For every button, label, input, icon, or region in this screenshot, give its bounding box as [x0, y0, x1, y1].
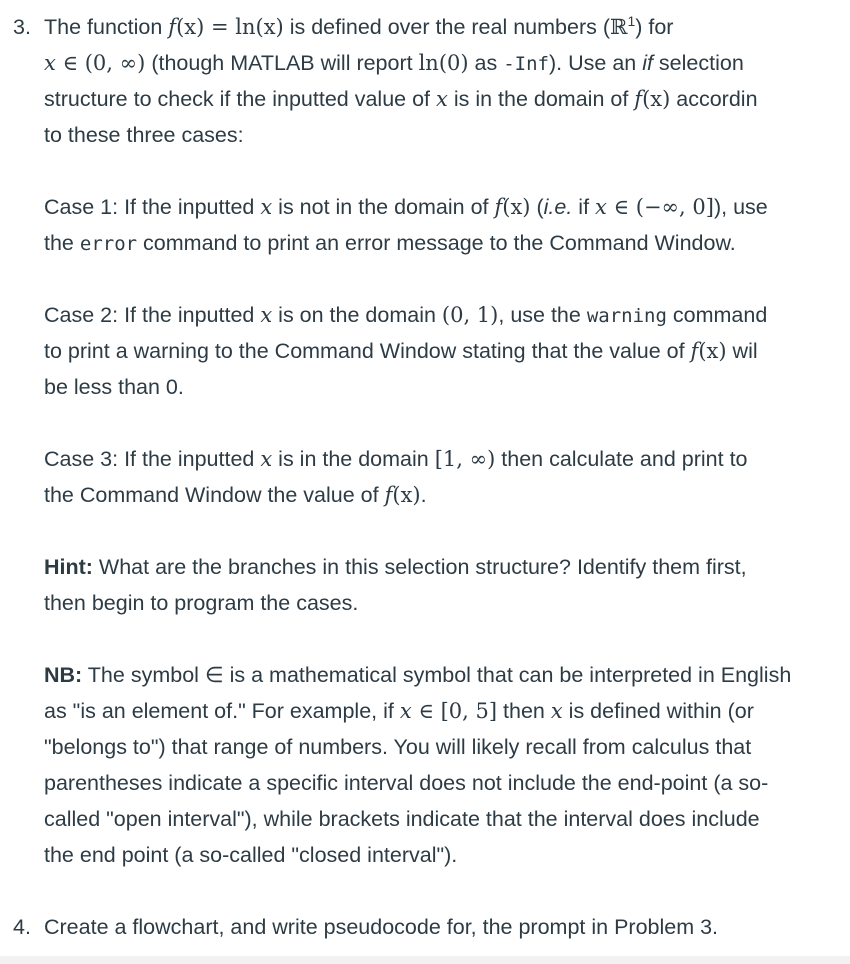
nb-line-3: "belongs to") that range of numbers. You will likely recall from calculus that: [44, 735, 752, 759]
problem-3-intro-line-3: structure to check if the inputted value of x is in the domain of f(x) accordin: [44, 87, 758, 111]
case-2-line-1: Case 2: If the inputted x is on the domain (0, 1), use the warning command: [44, 303, 768, 327]
problem-4-text: Create a flowchart, and write pseudocode for, the prompt in Problem 3.: [44, 915, 719, 939]
problem-3-intro-line-1: The function f(x) = ln(x) is defined over the real numbers (ℝ$^1$) for: [44, 13, 674, 39]
hint-line-2: then begin to program the cases.: [44, 591, 359, 615]
problem-3-intro-line-2: x ∈ (0, ∞) (though MATLAB will report ln(0) as -Inf). Use an if selection: [44, 51, 744, 75]
problem-4-number: 4.: [13, 915, 31, 939]
case-2-line-3: be less than 0.: [44, 375, 184, 399]
case-1-line-2: the error command to print an error message to the Command Window.: [44, 231, 736, 255]
problem-3-number: 3.: [13, 15, 31, 39]
problem-3-intro-line-4: to these three cases:: [44, 123, 244, 147]
nb-line-4: parentheses indicate a specific interval does not include the end-point (a so-: [44, 771, 769, 795]
hint-label: Hint:: [44, 555, 93, 579]
case-1-line-1: Case 1: If the inputted x is not in the domain of f(x) (i.e. if x ∈ (−∞, 0]), use: [44, 195, 768, 219]
nb-label: NB:: [44, 663, 83, 687]
bottom-divider: [0, 956, 850, 964]
case-2-line-2: to print a warning to the Command Window stating that the value of f(x) wil: [44, 339, 758, 363]
hint-line-1: Hint: What are the branches in this selection structure? Identify them first,: [44, 555, 747, 579]
nb-line-2: as "is an element of." For example, if x ∈ [0, 5] then x is defined within (or: [44, 699, 754, 723]
nb-line-1: NB: The symbol ∈ is a mathematical symbol that can be interpreted in English: [44, 663, 792, 687]
case-3-line-1: Case 3: If the inputted x is in the domain [1, ∞) then calculate and print to: [44, 447, 748, 471]
nb-line-6: the end point (a so-called "closed interval").: [44, 843, 458, 867]
case-3-line-2: the Command Window the value of f(x).: [44, 483, 427, 507]
nb-line-5: called "open interval"), while brackets indicate that the interval does include: [44, 807, 760, 831]
